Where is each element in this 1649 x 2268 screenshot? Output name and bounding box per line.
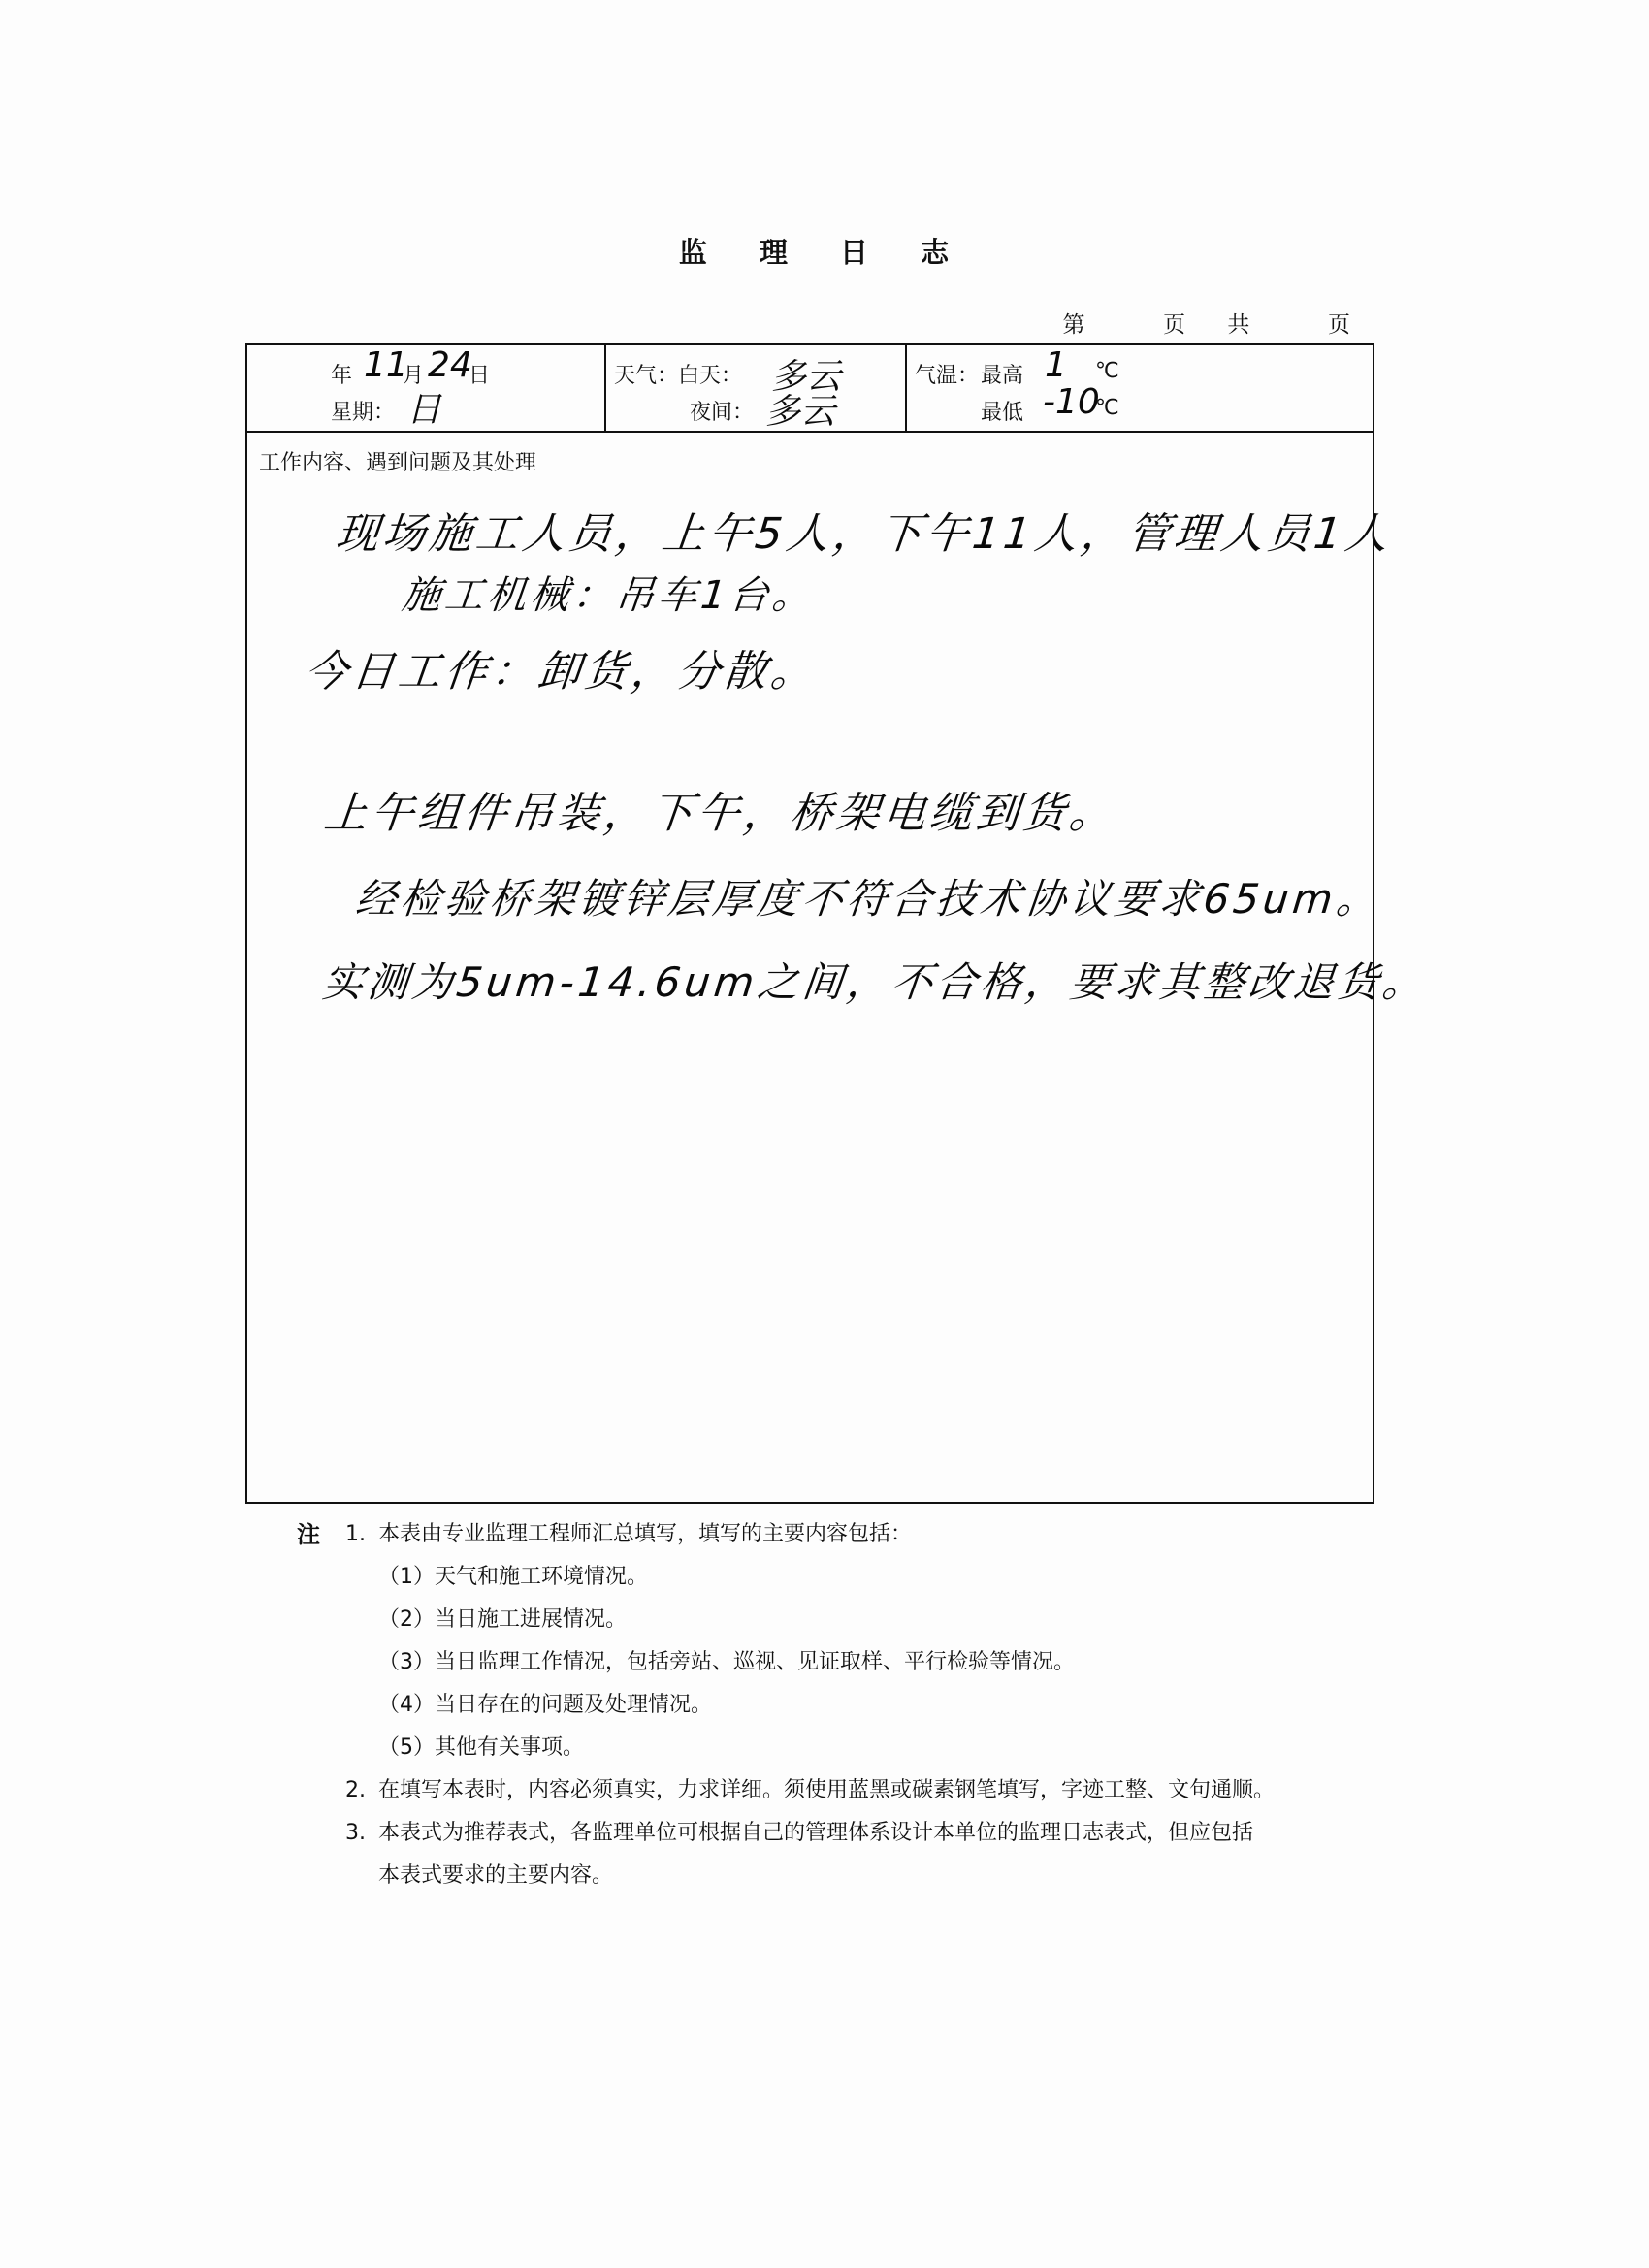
temperature-cell [907,345,1374,431]
day-value: 24 [428,345,472,385]
page-label-4: 页 [1328,312,1368,338]
note-row-6 [297,1727,1383,1769]
month-label: 月 [403,364,425,388]
content-line-3: 今日工作：卸货，分散。 [302,647,821,697]
section-label: 工作内容、遇到问题及其处理 [259,451,537,475]
day-weather-label: 白天： [678,364,743,388]
page-title: 监 理 日 志 [678,236,971,269]
notes-label: 注 [297,1521,320,1548]
note-row-4 [297,1641,1383,1684]
weekday-label: 星期： [331,401,396,425]
notes-section [297,1513,1383,1897]
note-number: 2. [345,1778,366,1802]
night-weather-label: 夜间： [690,401,755,425]
day-weather-value: 多云 [771,357,842,397]
content-line-1: 现场施工人员，上午5人，下午11人，管理人员1人 [333,509,1395,559]
month-value: 11 [364,345,408,385]
day-label: 日 [469,364,491,388]
note-row-1 [297,1513,1383,1556]
note-subitem: （3）当日监理工作情况，包括旁站、巡视、见证取样、平行检验等情况。 [378,1650,1075,1674]
temp-label: 气温： [915,364,980,388]
year-label: 年 [331,364,353,388]
header-row [247,345,1373,433]
log-form [245,343,1430,1504]
page-label-1: 第 [1062,312,1103,338]
weather-cell [606,345,907,431]
note-subitem: （5）其他有关事项。 [378,1735,584,1760]
note-row-8 [297,1812,1383,1855]
note-text: 在填写本表时，内容必须真实，力求详细。须使用蓝黑或碳素钢笔填写，字迹工整、文句通顺。 [378,1778,1276,1802]
page-label-2: 页 [1163,312,1204,338]
low-temp-unit: ℃ [1095,396,1119,420]
content-line-5: 经检验桥架镀锌层厚度不符合技术协议要求65um。 [353,875,1384,923]
note-subitem: （1）天气和施工环境情况。 [378,1565,648,1589]
night-weather-value: 多云 [765,392,836,432]
note-row-5 [297,1684,1383,1727]
note-row-7 [297,1769,1383,1812]
note-subitem: （2）当日施工进展情况。 [378,1607,627,1632]
content-line-4: 上午组件吊装，下午，桥架电缆到货。 [321,789,1119,838]
page-label-3: 共 [1227,312,1268,338]
note-row-2 [297,1556,1383,1599]
page-indicator [1062,307,1368,339]
low-temp-value: -10 [1043,382,1100,422]
high-temp-value: 1 [1045,345,1067,385]
date-cell [247,345,606,431]
note-subitem: （4）当日存在的问题及处理情况。 [378,1693,712,1717]
note-number: 1. [345,1522,366,1546]
note-number: 3. [345,1821,366,1845]
note-row-3 [297,1599,1383,1641]
content-line-2: 施工机械：吊车1台。 [400,573,818,618]
high-temp-label: 最高 [981,364,1024,388]
note-text: 本表由专业监理工程师汇总填写，填写的主要内容包括： [378,1522,913,1546]
content-line-6: 实测为5um-14.6um之间，不合格，要求其整改退货。 [320,958,1430,1006]
note-text: 本表式为推荐表式，各监理单位可根据自己的管理体系设计本单位的监理日志表式，但应包括 [378,1821,1254,1845]
high-temp-unit: ℃ [1095,359,1119,383]
weather-label: 天气： [614,364,679,388]
note-text-continued: 本表式要求的主要内容。 [378,1863,614,1888]
note-row-9 [297,1855,1383,1897]
weekday-value: 日 [406,390,442,430]
low-temp-label: 最低 [981,401,1024,425]
